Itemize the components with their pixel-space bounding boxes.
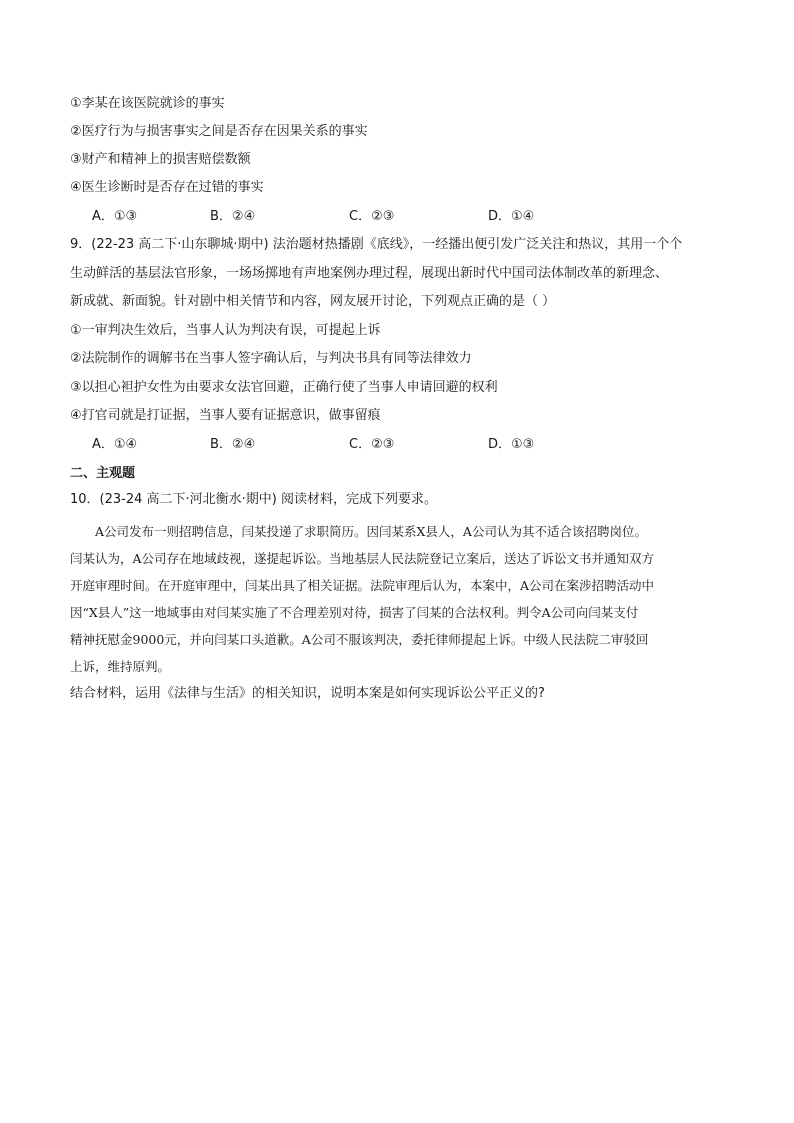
q10-material bbox=[70, 518, 740, 680]
q8-option-a: A．①③ bbox=[92, 209, 138, 224]
q8-statement-2: ②医疗行为与损害事实之间是否存在因果关系的事实 bbox=[70, 124, 368, 139]
q8-option-c: C．②③ bbox=[349, 209, 395, 224]
q9-statement-3: ③以担心袒护女性为由要求女法官回避，正确行使了当事人申请回避的权利 bbox=[70, 380, 498, 395]
material-line-3: 开庭审理时间。在开庭审理中，闫某出具了相关证据。法院审理后认为，本案中，A公司在案涉招聘活动中 bbox=[70, 578, 655, 593]
q9-option-d: D．①③ bbox=[488, 437, 535, 452]
section-heading: 二、主观题 bbox=[70, 466, 136, 481]
material-line-1: A公司发布一则招聘信息，闫某投递了求职简历。因闫某系X县人，A公司认为其不适合该招聘岗位。 bbox=[95, 524, 647, 539]
q9-option-b: B．②④ bbox=[210, 437, 256, 452]
q9-stem-line-1: 9．(22-23 高二下·山东聊城·期中) 法治题材热播剧《底线》，一经播出便引发广泛关注和热议，其用一个个 bbox=[70, 237, 683, 252]
q9-stem-line-3: 新成就、新面貌。针对剧中相关情节和内容，网友展开讨论，下列观点正确的是（ ） bbox=[70, 294, 556, 309]
q10-question: 结合材料，运用《法律与生活》的相关知识，说明本案是如何实现诉讼公平正义的? bbox=[70, 686, 545, 701]
material-line-4: 因“X县人”这一地域事由对闫某实施了不合理差别对待，损害了闫某的合法权利。判令A公司向闫某支付 bbox=[70, 605, 639, 620]
q8-option-d: D．①④ bbox=[488, 209, 535, 224]
material-line-5: 精神抚慰金9000元，并向闫某口头道歉。A公司不服该判决，委托律师提起上诉。中级人民法院二审驳回 bbox=[70, 632, 649, 647]
q8-statement-4: ④医生诊断时是否存在过错的事实 bbox=[70, 180, 264, 195]
q10-stem: 10．(23-24 高二下·河北衡水·期中) 阅读材料，完成下列要求。 bbox=[70, 492, 437, 507]
q9-stem-line-2: 生动鲜活的基层法官形象，一场场掷地有声地案例办理过程，展现出新时代中国司法体制改革的新理念、 bbox=[70, 266, 669, 281]
q8-statement-3: ③财产和精神上的损害赔偿数额 bbox=[70, 152, 251, 167]
q8-statement-1: ①李某在该医院就诊的事实 bbox=[70, 96, 225, 111]
material-line-2: 闫某认为，A公司存在地域歧视，遂提起诉讼。当地基层人民法院登记立案后，送达了诉讼文书并通知双方 bbox=[70, 551, 655, 566]
q9-statement-4: ④打官司就是打证据，当事人要有证据意识，做事留痕 bbox=[70, 408, 381, 423]
material-line-6: 上诉，维持原判。 bbox=[70, 659, 171, 674]
q9-statement-1: ①一审判决生效后，当事人认为判决有误，可提起上诉 bbox=[70, 323, 381, 338]
q8-option-b: B．②④ bbox=[210, 209, 256, 224]
q9-statement-2: ②法院制作的调解书在当事人签字确认后，与判决书具有同等法律效力 bbox=[70, 351, 472, 366]
q9-option-a: A．①④ bbox=[92, 437, 138, 452]
q9-option-c: C．②③ bbox=[349, 437, 395, 452]
